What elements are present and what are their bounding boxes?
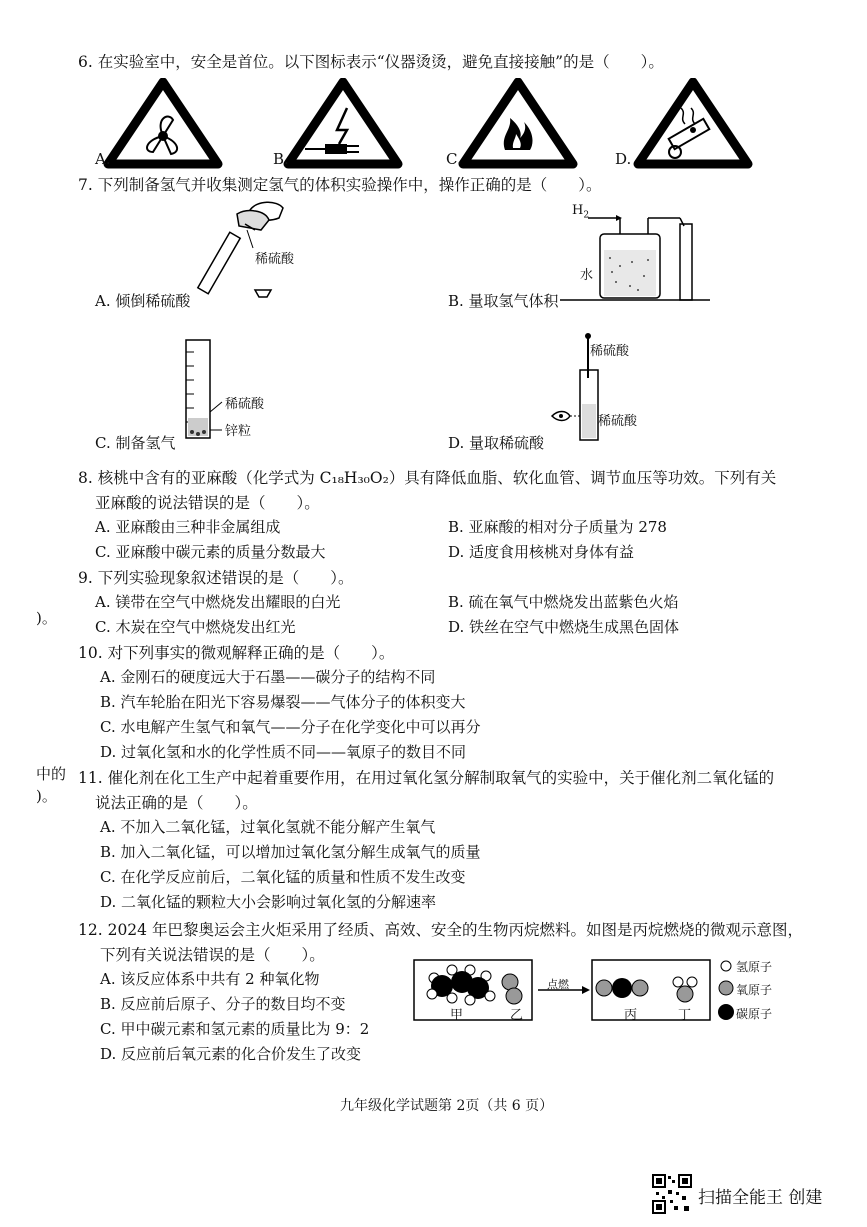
q8-option-c: C. 亚麻酸中碳元素的质量分数最大 bbox=[95, 543, 326, 561]
q11-option-d: D. 二氧化锰的颗粒大小会影响过氧化氢的分解速率 bbox=[100, 893, 437, 911]
q12-option-d: D. 反应前后氧元素的化合价发生了改变 bbox=[100, 1045, 362, 1063]
q12-legend-carbon: 碳原子 bbox=[736, 1007, 773, 1021]
q7-option-b: B. 量取氢气体积 bbox=[448, 292, 559, 310]
flame-hazard-icon bbox=[463, 82, 573, 164]
q9-option-a: A. 镁带在空气中燃烧发出耀眼的白光 bbox=[95, 593, 341, 611]
q9-stem: 9. 下列实验现象叙述错误的是（ ）。 bbox=[78, 569, 354, 587]
q12-box1-label-jia: 甲 bbox=[450, 1008, 464, 1023]
q12-arrow-label: 点燃 bbox=[547, 978, 569, 991]
q12-option-a: A. 该反应体系中共有 2 种氧化物 bbox=[100, 970, 320, 988]
q12-stem-line2: 下列有关说法错误的是（ ）。 bbox=[100, 946, 325, 964]
page-footer: 九年级化学试题第 2页（共 6 页） bbox=[340, 1098, 554, 1114]
q10-option-b: B. 汽车轮胎在阳光下容易爆裂——气体分子的体积变大 bbox=[100, 693, 466, 711]
q11-stem-line2: 说法正确的是（ ）。 bbox=[95, 794, 258, 812]
q6-option-c: C. bbox=[446, 150, 462, 168]
fan-hazard-icon bbox=[108, 82, 218, 164]
hot-surface-icon bbox=[638, 82, 748, 164]
q8-stem-line2: 亚麻酸的说法错误的是（ ）。 bbox=[95, 494, 320, 512]
qr-code-icon bbox=[652, 1174, 692, 1214]
q9-option-b: B. 硫在氧气中燃烧发出蓝紫色火焰 bbox=[448, 593, 679, 611]
q6-option-a: A. bbox=[95, 150, 111, 168]
electric-hazard-icon bbox=[288, 82, 398, 164]
q6-option-b: B. bbox=[273, 150, 289, 168]
q12-box2-label-bing: 丙 bbox=[624, 1008, 638, 1023]
q7-c-acid-label: 稀硫酸 bbox=[225, 397, 265, 412]
q9-option-d: D. 铁丝在空气中燃烧生成黑色固体 bbox=[448, 618, 680, 636]
q12-option-c: C. 甲中碳元素和氢元素的质量比为 9：2 bbox=[100, 1020, 370, 1038]
q12-option-b: B. 反应前后原子、分子的数目均不变 bbox=[100, 995, 346, 1013]
q12-legend-oxygen: 氧原子 bbox=[736, 983, 773, 997]
q11-stem-line1: 11. 催化剂在化工生产中起着重要作用，在用过氧化氢分解制取氧气的实验中，关于催化剂二氧化锰的 bbox=[78, 769, 775, 787]
q7-option-d: D. 量取稀硫酸 bbox=[448, 434, 545, 452]
q7-d-acid-top-label: 稀硫酸 bbox=[590, 344, 630, 359]
q7-b-h2-label: $H_2$ bbox=[572, 203, 590, 221]
q7-b-water-label: 水 bbox=[580, 268, 594, 283]
q12-reaction-diagram bbox=[412, 956, 792, 1026]
q7-a-acid-label: 稀硫酸 bbox=[255, 252, 295, 267]
q8-stem-line1: 8. 核桃中含有的亚麻酸（化学式为 C₁₈H₃₀O₂）具有降低血脂、软化血管、调节血压等功效。下列有关 bbox=[78, 469, 777, 487]
q11-option-c: C. 在化学反应前后，二氧化锰的质量和性质不发生改变 bbox=[100, 868, 466, 886]
q10-option-d: D. 过氧化氢和水的化学性质不同——氧原子的数目不同 bbox=[100, 743, 467, 761]
q8-option-a: A. 亚麻酸由三种非金属组成 bbox=[95, 518, 281, 536]
q10-stem: 10. 对下列事实的微观解释正确的是（ ）。 bbox=[78, 644, 395, 662]
margin-mark-2: 中的 bbox=[36, 765, 67, 783]
q12-box2-label-ding: 丁 bbox=[678, 1008, 692, 1023]
q10-option-a: A. 金刚石的硬度远大于石墨——碳分子的结构不同 bbox=[100, 668, 436, 686]
margin-mark-3: )。 bbox=[36, 787, 57, 805]
q8-option-b: B. 亚麻酸的相对分子质量为 278 bbox=[448, 518, 667, 536]
q7-option-c: C. 制备氢气 bbox=[95, 434, 176, 452]
q11-option-a: A. 不加入二氧化锰，过氧化氢就不能分解产生氧气 bbox=[100, 818, 436, 836]
q10-option-c: C. 水电解产生氢气和氧气——分子在化学变化中可以再分 bbox=[100, 718, 481, 736]
q12-box1-label-yi: 乙 bbox=[510, 1008, 524, 1023]
q9-option-c: C. 木炭在空气中燃烧发出红光 bbox=[95, 618, 296, 636]
q12-stem-line1: 12. 2024 年巴黎奥运会主火炬采用了经质、高效、安全的生物丙烷燃料。如图是丙烷燃烧的微观示意图， bbox=[78, 921, 803, 939]
q6-option-d: D. bbox=[615, 150, 632, 168]
q8-option-d: D. 适度食用核桃对身体有益 bbox=[448, 543, 635, 561]
q7-option-a: A. 倾倒稀硫酸 bbox=[95, 292, 191, 310]
margin-mark-1: )。 bbox=[36, 609, 57, 627]
q7-stem: 7. 下列制备氢气并收集测定氢气的体积实验操作中，操作正确的是（ ）。 bbox=[78, 176, 602, 194]
q7-c-zinc-label: 锌粒 bbox=[225, 424, 252, 439]
q12-legend-hydrogen: 氢原子 bbox=[736, 960, 773, 974]
q11-option-b: B. 加入二氧化锰，可以增加过氧化氢分解生成氧气的质量 bbox=[100, 843, 481, 861]
q6-stem: 6. 在实验室中，安全是首位。以下图标表示“仪器烫烫，避免直接接触”的是（ ）。 bbox=[78, 53, 664, 71]
q6-safety-icons bbox=[95, 78, 835, 170]
q7-d-acid-side-label: 稀硫酸 bbox=[598, 414, 638, 429]
watermark-text: 扫描全能王 创建 bbox=[698, 1188, 823, 1208]
